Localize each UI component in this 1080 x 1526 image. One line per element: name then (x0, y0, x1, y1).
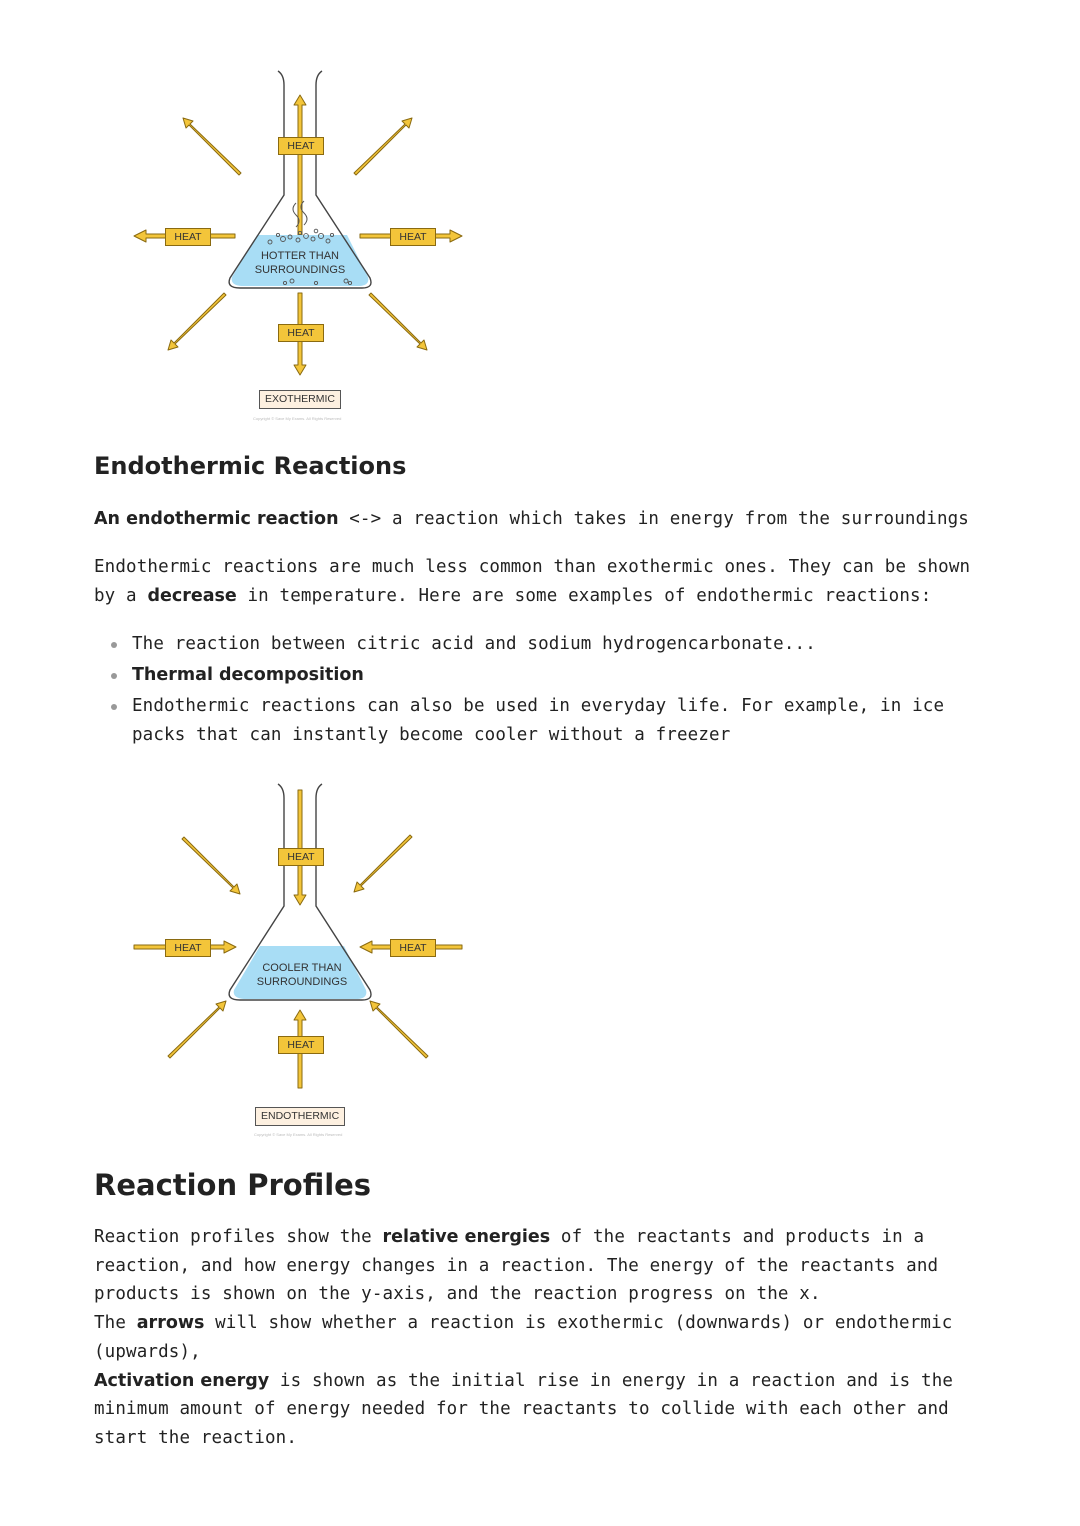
heat-arrow-upper-right-in (354, 835, 412, 892)
profiles-text-a: Reaction profiles show the (94, 1227, 383, 1247)
diagram-caption: ENDOTHERMIC (255, 1107, 345, 1126)
heat-label-left: HEAT (165, 939, 211, 957)
endothermic-diagram (120, 770, 500, 1150)
list-item-bold: Thermal decomposition (132, 665, 364, 686)
profiles-bold-arrows: arrows (136, 1313, 205, 1334)
copyright-note: Copyright © Save My Exams. All Rights Reserved (253, 416, 342, 421)
arrows-text-b: will show whether a reaction is exothermic (downwards) or endothermic (upwards), (94, 1313, 953, 1362)
heat-label-left: HEAT (165, 228, 211, 246)
list-item: Endothermic reactions can also be used in everyday life. For example, in ice packs that can instantly become cooler without a freezer (94, 692, 984, 749)
flask-text-line2: SURROUNDINGS (254, 264, 346, 276)
intro-paragraph (94, 553, 994, 610)
section-title-endothermic: Endothermic Reactions (94, 452, 407, 480)
heat-arrow-lower-left (168, 293, 226, 350)
heat-label-right: HEAT (390, 228, 436, 246)
examples-list (94, 630, 984, 752)
heat-arrow-lower-right (369, 293, 427, 350)
heat-arrow-upper-left (183, 118, 241, 175)
copyright-note: Copyright © Save My Exams. All Rights Reserved (254, 1132, 343, 1137)
section-title-reaction-profiles: Reaction Profiles (94, 1168, 372, 1202)
definition-text: <-> a reaction which takes in energy from the surroundings (338, 509, 969, 529)
definition-term: An endothermic reaction (94, 509, 339, 529)
diagram-caption: EXOTHERMIC (259, 390, 341, 409)
heat-label-top: HEAT (278, 137, 324, 155)
list-item: The reaction between citric acid and sodium hydrogencarbonate... (94, 630, 984, 659)
activation-energy-text: is shown as the initial rise in energy in a reaction and is the minimum amount of energy needed for the reactants to collide with each other and start the reaction. (94, 1370, 954, 1448)
endothermic-flask-illustration (120, 770, 500, 1150)
list-item (94, 661, 984, 690)
heat-label-bottom: HEAT (278, 324, 324, 342)
intro-bold: decrease (147, 585, 237, 606)
flask-text-line2: SURROUNDINGS (256, 976, 348, 988)
profiles-bold-relative-energies: relative energies (382, 1227, 551, 1247)
heat-label-top: HEAT (278, 848, 324, 866)
heat-arrow-upper-right (354, 118, 412, 175)
heat-arrow-up (294, 95, 306, 235)
heat-arrow-lower-left-in (168, 1001, 226, 1058)
definition-paragraph (94, 505, 994, 534)
heat-arrow-upper-left-in (182, 837, 240, 894)
flask-text-line1: HOTTER THAN (260, 250, 340, 262)
exothermic-diagram (120, 55, 500, 435)
profiles-paragraph (94, 1223, 989, 1453)
profiles-bold-activation-energy: Activation energy (94, 1370, 270, 1391)
heat-arrow-lower-right-in (370, 1001, 428, 1058)
heat-label-right: HEAT (390, 939, 436, 957)
arrows-text-a: The (94, 1313, 137, 1334)
heat-label-bottom: HEAT (278, 1036, 324, 1054)
intro-text-b: in temperature. Here are some examples of endothermic reactions: (236, 585, 932, 606)
profiles-text-b: of the reactants and products in a reaction, and how energy changes in a reaction. The energy of the reactants and products is shown on the y-axis, and the reaction progress on the x. (94, 1227, 939, 1305)
intro-text-a: Endothermic reactions are much less common than exothermic ones. They can be shown by a (94, 557, 971, 606)
flask-text-line1: COOLER THAN (262, 962, 342, 974)
